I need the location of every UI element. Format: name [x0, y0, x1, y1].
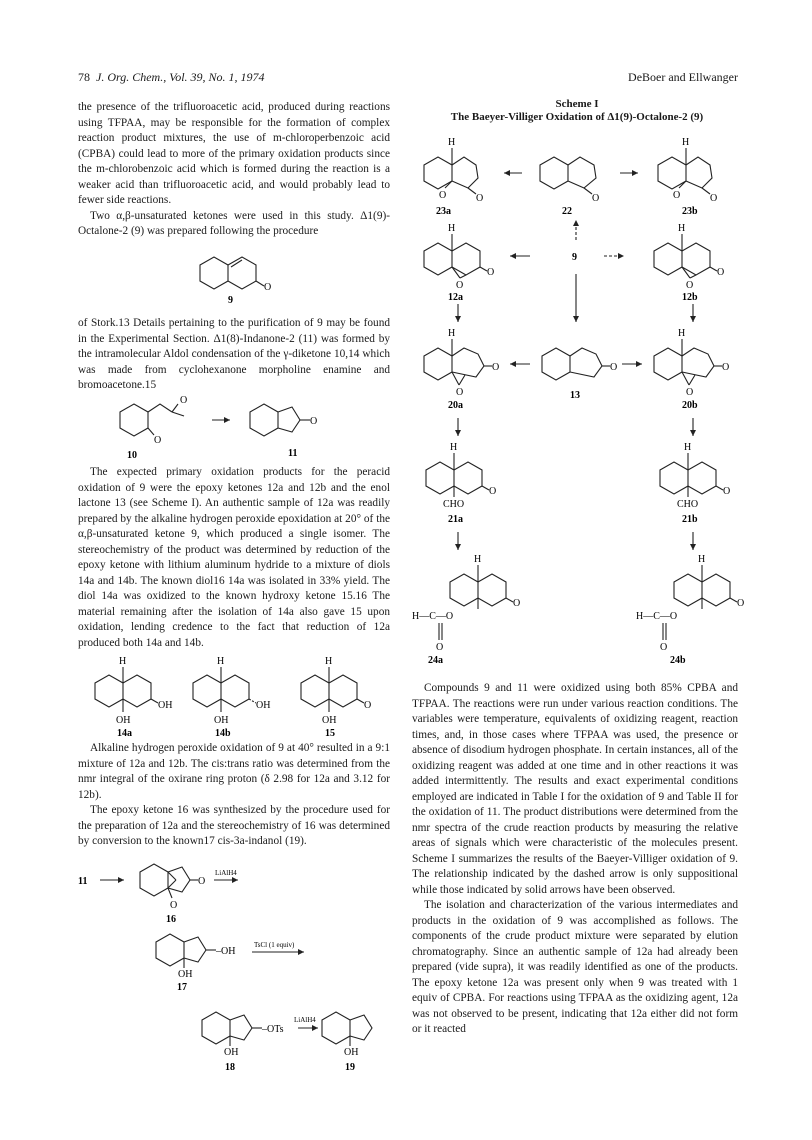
atom-label: H: [450, 442, 458, 453]
atom-label: O: [456, 387, 464, 398]
atom-label: O: [439, 190, 447, 201]
reagent-label: LiAlH4: [294, 1016, 316, 1024]
author-names: DeBoer and Ellwanger: [628, 70, 738, 84]
compound-label: 9: [228, 295, 233, 306]
compound-label: 19: [345, 1062, 355, 1073]
compound-label: 18: [225, 1062, 235, 1073]
atom-label: O: [364, 700, 372, 711]
atom-label: O: [180, 395, 188, 406]
page-number: 78: [78, 70, 90, 84]
paragraph-text: Two α,β-unsaturated ketones were used in this study. Δ1(9)-Octalone-2 (9) was prepared following the procedure: [78, 209, 390, 237]
atom-label: H: [678, 223, 686, 234]
atom-label: H: [119, 656, 127, 667]
atom-label: H—C—O: [636, 611, 678, 622]
atom-label: H: [217, 656, 225, 667]
atom-label: O: [673, 190, 681, 201]
compound-label: 17: [177, 982, 187, 993]
atom-label: O: [710, 193, 718, 204]
structure-9: [190, 248, 290, 308]
atom-label: O: [154, 435, 162, 446]
scheme-number: Scheme I: [555, 98, 599, 110]
paragraph-text: The expected primary oxidation products for the peracid oxidation of 9 were the epoxy ketones 12a and 12b and the enol lactone 13 (see Scheme I). An authentic sample of 12a was readily prepared by the alkaline hydrogen peroxide epoxidation at 20° of the α,β-unsaturated ketone 9, which produced a single isomer. The stereochemistry of the product was determined by reduction of the epoxy ketone with lithium aluminum hydride to a mixture of diols 14a and 14b. The known diol16 14a was isolated in 33% yield. The diol 14a was oxidized to the known hydroxy ketone 15.16 The material remaining after the isolation of 14a also gave 15 upon oxidation, lending credence to the fact that reduction of 12a produced both 14a and 14b.: [78, 466, 390, 649]
atom-label: O: [660, 642, 668, 653]
paragraph-text: the presence of the trifluoroacetic acid, produced during reactions using TFPAA, may be responsible for the formation of complex reaction product mixtures, the use of m-chloroperbenzoic acid (CPBA) could lead to more of the primary oxidation products since the m-chlorobenzoic acid which is formed during the reaction is a weaker acid than trifluoroacetic acid, and would probably lead to fewer side reactions.: [78, 101, 390, 206]
structure-10-to-11: [110, 390, 350, 465]
atom-label: H—C—O: [412, 611, 454, 622]
running-head: [78, 70, 265, 85]
atom-label: O: [170, 900, 178, 911]
compound-label: 20b: [682, 400, 698, 411]
compound-label: 23a: [436, 206, 451, 217]
atom-label: CHO: [677, 499, 699, 510]
atom-label: H: [474, 554, 482, 565]
left-paragraph-4: [78, 741, 390, 850]
atom-label: O: [310, 416, 318, 427]
atom-label: H: [678, 328, 686, 339]
compound-label: 24a: [428, 655, 443, 666]
atom-label: O: [610, 362, 618, 373]
atom-label: OH: [158, 700, 173, 711]
compound-label: 11: [78, 876, 88, 887]
atom-label: O: [456, 280, 464, 291]
compound-label: 22: [562, 206, 572, 217]
atom-label: O: [513, 598, 521, 609]
compound-label: 11: [288, 448, 298, 459]
left-paragraph-2: [78, 316, 390, 394]
atom-label: O: [198, 876, 206, 887]
atom-label: H: [698, 554, 706, 565]
compound-label: 12b: [682, 292, 698, 303]
atom-label: O: [476, 193, 484, 204]
atom-label: H: [448, 137, 456, 148]
atom-label: O: [717, 267, 725, 278]
atom-label: –OH: [216, 946, 236, 957]
atom-label: OH: [116, 715, 131, 726]
compound-label: 16: [166, 914, 176, 925]
right-paragraph-block: [412, 681, 738, 1038]
reagent-label: TsCl (1 equiv): [254, 941, 295, 949]
atom-label: O: [492, 362, 500, 373]
compound-label: 14b: [215, 728, 231, 739]
atom-label: H: [682, 137, 690, 148]
atom-label: OH: [322, 715, 337, 726]
atom-label: H: [448, 223, 456, 234]
journal-citation: J. Org. Chem., Vol. 39, No. 1, 1974: [96, 70, 265, 84]
atom-label: O: [723, 486, 731, 497]
compound-label: 21a: [448, 514, 463, 525]
left-paragraph-1: [78, 100, 390, 240]
compound-label: 23b: [682, 206, 698, 217]
paragraph-text: Alkaline hydrogen peroxide oxidation of 9 at 40° resulted in a 9:1 mixture of 12a and 12b. The cis:trans ratio was determined from the nmr integral of the oxirane ring proton (δ 2.98 for 12a and 3.12 for 12b).: [78, 742, 390, 801]
atom-label: OH: [224, 1047, 239, 1058]
atom-label: OH: [214, 715, 229, 726]
atom-label: –OTs: [262, 1024, 284, 1035]
atom-label: H: [684, 442, 692, 453]
scheme-caption: The Baeyer-Villiger Oxidation of Δ1(9)-Octalone-2 (9): [450, 111, 704, 123]
compound-label: 9: [572, 252, 577, 263]
atom-label: O: [487, 267, 495, 278]
compound-label: 20a: [448, 400, 463, 411]
atom-label: OH: [178, 969, 193, 980]
atom-label: O: [686, 387, 694, 398]
atom-label: H: [325, 656, 333, 667]
structures-16-to-19: [78, 850, 398, 1085]
atom-label: CHO: [443, 499, 465, 510]
paragraph-text: Compounds 9 and 11 were oxidized using both 85% CPBA and TFPAA. The reactions were run under various reaction conditions. The variables were temperature, equivalents of oxidizing reagent, reaction times, and, in those cases where TFPAA was used, the presence or absence of disodium hydrogen phosphate. In certain instances, all of the oxidizing reagent was added at one time and in other reactions it was added intermittently. The results and exact experimental conditions employed are indicated in Table I for the oxidation of 9 and Table II for the oxidation of 11. The product distributions were determined from the nmr spectra of the crude reaction products by measuring the relative areas of signals which were characteristic of the molecules present. Scheme I summarizes the results of the Baeyer-Villiger oxidation of 9. The relationship indicated by the dashed arrow is only suppositional while those indicated by solid arrows have been observed.: [412, 682, 738, 896]
scheme-i-diagram: [412, 128, 745, 668]
atom-label: O: [264, 282, 272, 293]
atom-label: O: [436, 642, 444, 653]
atom-label: H: [448, 328, 456, 339]
reagent-label: LiAlH4: [215, 869, 237, 877]
atom-label: O: [489, 486, 497, 497]
page-header: [78, 70, 738, 88]
atom-label: OH: [344, 1047, 359, 1058]
atom-label: O: [722, 362, 730, 373]
compound-label: 14a: [117, 728, 132, 739]
compound-label: 15: [325, 728, 335, 739]
atom-label: OH: [256, 700, 271, 711]
left-paragraph-3: [78, 465, 390, 651]
compound-label: 21b: [682, 514, 698, 525]
atom-label: O: [737, 598, 745, 609]
compound-label: 13: [570, 390, 580, 401]
structures-14a-14b-15: [80, 650, 390, 740]
paragraph-text: The epoxy ketone 16 was synthesized by the procedure used for the preparation of 12a and the stereochemistry of 16 was determined by conversion to the known17 cis-3a-indanol (19).: [78, 804, 390, 847]
scheme-title: [412, 98, 742, 124]
compound-label: 12a: [448, 292, 463, 303]
atom-label: O: [686, 280, 694, 291]
paragraph-text: The isolation and characterization of the various intermediates and products in the oxidation of 9 was accomplished as follows. The components of the crude product mixture were separated by elution chromatography. Since an authentic sample of 12a had already been prepared (vide supra), it was readily identified as one of the products. The epoxy ketone 12a was present only when 9 was treated with 1 equiv of CPBA. For reactions using TFPAA as the oxidizing agent, 12a was not observed to be present, indicating that 12a either did not form or it reacted: [412, 899, 738, 1035]
compound-label: 10: [127, 450, 137, 461]
compound-label: 24b: [670, 655, 686, 666]
paragraph-text: of Stork.13 Details pertaining to the purification of 9 may be found in the Experimental Section. Δ1(8)-Indanone-2 (11) was formed by the intramolecular Aldol condensation of the γ-diketone 10,14 which was made from cyclohexanone morpholine enamine and bromoacetone.15: [78, 317, 390, 391]
atom-label: O: [592, 193, 600, 204]
